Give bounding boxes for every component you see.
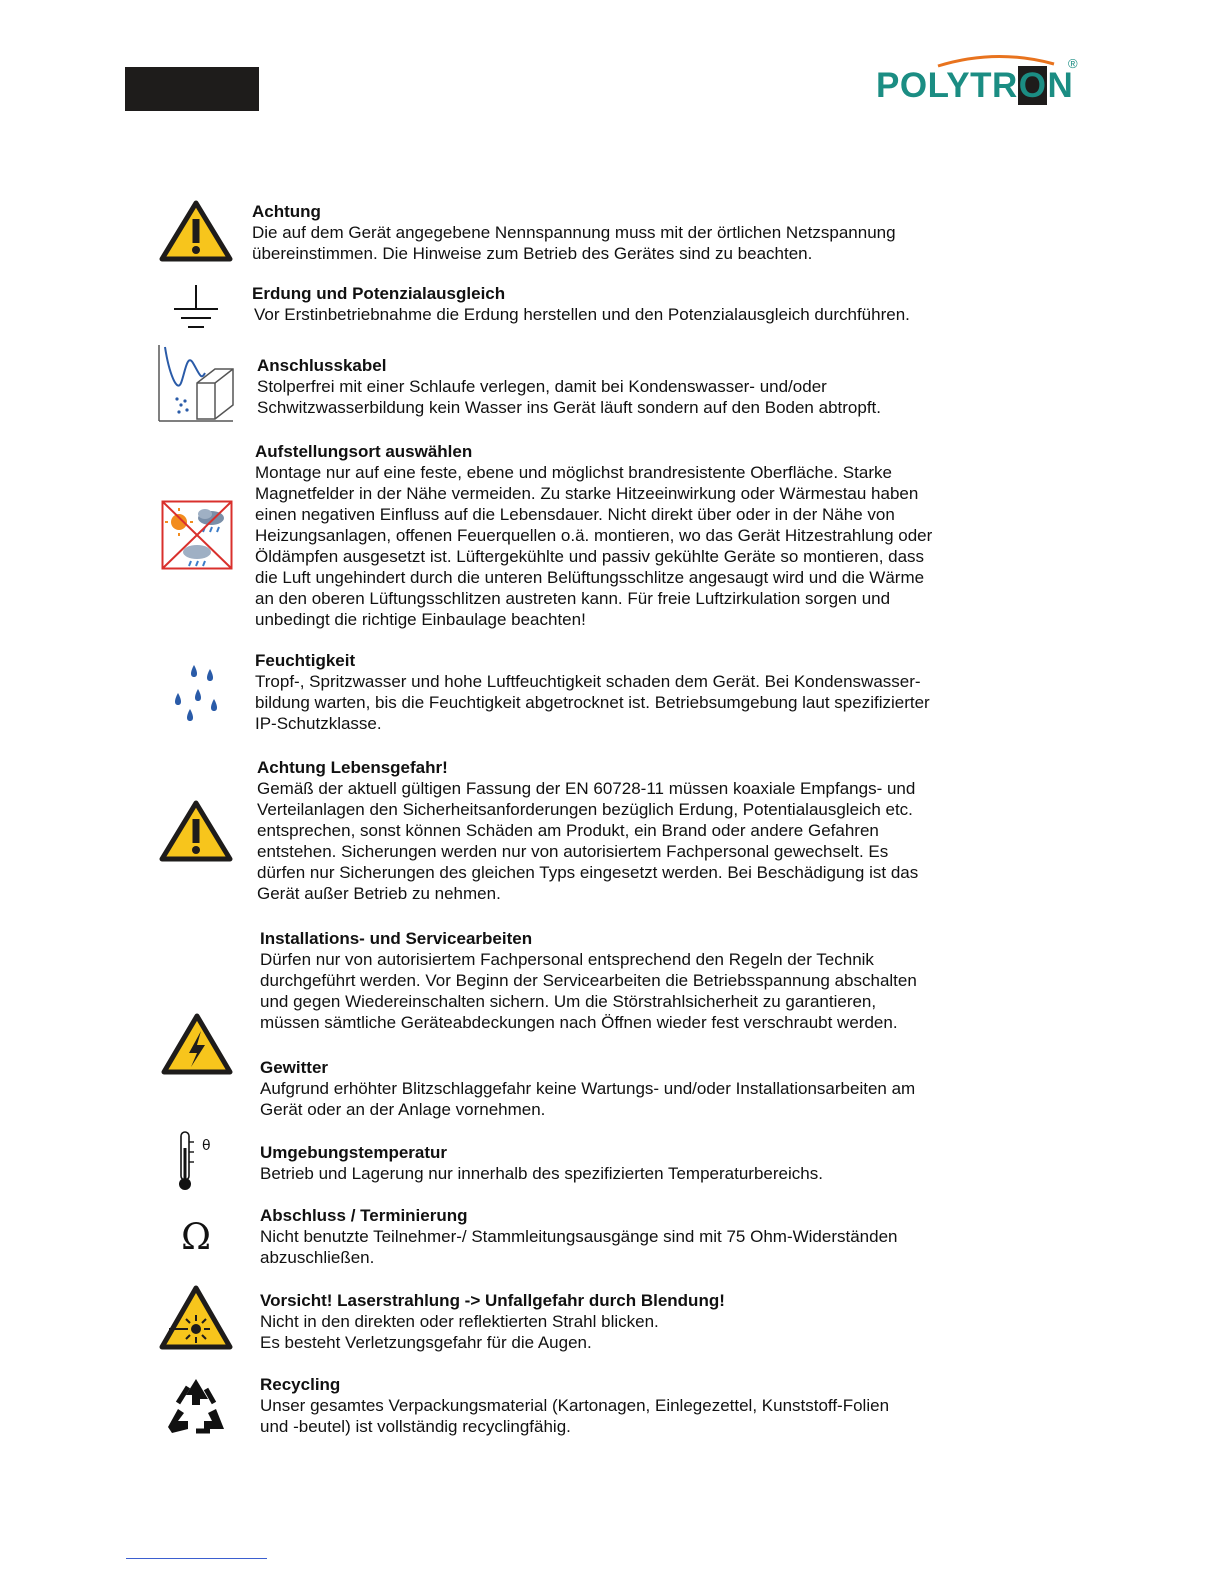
section-line: bildung warten, bis die Feuchtigkeit abgetrocknet ist. Betriebsumgebung laut spezifizierter	[255, 693, 930, 712]
cable-loop-icon	[157, 343, 235, 423]
warning-triangle-icon	[159, 200, 233, 262]
section-line: Unser gesamtes Verpackungsmaterial (Kartonagen, Einlegezettel, Kunststoff-Folien	[260, 1396, 890, 1415]
section-aufstellungsort	[255, 441, 932, 630]
section-line: Stolperfrei mit einer Schlaufe verlegen, damit bei Kondenswasser- und/oder	[257, 377, 827, 396]
footer-line	[126, 1558, 267, 1559]
section-line: Es besteht Verletzungsgefahr für die Augen.	[260, 1333, 592, 1352]
section-erdung	[252, 283, 910, 325]
section-heading: Vorsicht! Laserstrahlung -> Unfallgefahr durch Blendung!	[260, 1291, 725, 1310]
thermometer-label: θ	[202, 1138, 211, 1154]
section-line: übereinstimmen. Die Hinweise zum Betrieb des Gerätes sind zu beachten.	[252, 244, 813, 263]
section-line: Magnetfelder in der Nähe vermeiden. Zu starke Hitzeeinwirkung oder Wärmestau haben	[255, 484, 919, 503]
section-gewitter	[260, 1057, 915, 1120]
section-line: die Luft ungehindert durch die unteren Belüftungsschlitze angesaugt wird und die Wärme	[255, 568, 925, 587]
no-weather-icon	[161, 500, 233, 570]
omega-icon	[174, 1214, 218, 1258]
section-laser	[260, 1290, 725, 1353]
polytron-logo	[876, 52, 1088, 116]
section-installation	[260, 928, 917, 1033]
section-heading: Anschlusskabel	[257, 356, 387, 375]
section-heading: Gewitter	[260, 1058, 329, 1077]
section-line: Die auf dem Gerät angegebene Nennspannung muss mit der örtlichen Netzspannung	[252, 223, 896, 242]
section-line: Montage nur auf eine feste, ebene und möglichst brandresistente Oberfläche. Starke	[255, 463, 892, 482]
section-line: Gerät oder an der Anlage vornehmen.	[260, 1100, 546, 1119]
section-line: Heizungsanlagen, offenen Feuerquellen o.ä. montieren, wo das Gerät Hitzestrahlung oder	[255, 526, 933, 545]
ground-icon	[170, 283, 222, 331]
section-heading: Installations- und Servicearbeiten	[260, 929, 533, 948]
section-line: durchgeführt werden. Vor Beginn der Servicearbeiten die Betriebsspannung abschalten	[260, 971, 917, 990]
section-line: Nicht in den direkten oder reflektierten Strahl blicken.	[260, 1312, 659, 1331]
section-recycling	[260, 1374, 889, 1437]
section-line: Öldämpfen ausgesetzt ist. Lüftergekühlte und passiv gekühlte Geräte so montieren, dass	[255, 547, 925, 566]
section-line: entstehen. Sicherungen werden nur von autorisiertem Fachpersonal gewechselt. Es	[257, 842, 889, 861]
logo-registered-mark: ®	[1068, 56, 1078, 71]
section-line: Verteilanlagen den Sicherheitsanforderungen bezüglich Erdung, Potentialausgleich etc.	[257, 800, 913, 819]
section-achtung	[252, 201, 896, 264]
section-heading: Achtung	[252, 202, 321, 221]
section-line: Aufgrund erhöhter Blitzschlaggefahr keine Wartungs- und/oder Installationsarbeiten am	[260, 1079, 916, 1098]
section-lebensgefahr	[257, 757, 918, 904]
section-feuchtigkeit	[255, 650, 930, 734]
section-line: Gemäß der aktuell gültigen Fassung der EN 60728-11 müssen koaxiale Empfangs- und	[257, 779, 916, 798]
section-heading: Feuchtigkeit	[255, 651, 356, 670]
recycling-icon	[164, 1375, 228, 1439]
section-line: Dürfen nur von autorisiertem Fachpersonal entsprechend den Regeln der Technik	[260, 950, 874, 969]
section-line: abzuschließen.	[260, 1248, 375, 1267]
section-line: Tropf-, Spritzwasser und hohe Luftfeuchtigkeit schaden dem Gerät. Bei Kondenswasser-	[255, 672, 921, 691]
section-line: Gerät außer Betrieb zu nehmen.	[257, 884, 501, 903]
section-heading: Achtung Lebensgefahr!	[257, 758, 448, 777]
section-heading: Erdung und Potenzialausgleich	[252, 284, 506, 303]
water-drops-icon	[168, 663, 224, 723]
section-line: Vor Erstinbetriebnahme die Erdung herstellen und den Potenzialausgleich durchführen.	[254, 305, 910, 324]
section-heading: Recycling	[260, 1375, 341, 1394]
section-line: Betrieb und Lagerung nur innerhalb des spezifizierten Temperaturbereichs.	[260, 1164, 823, 1183]
section-line: IP-Schutzklasse.	[255, 714, 382, 733]
section-temperatur	[260, 1142, 823, 1184]
section-abschluss	[260, 1205, 898, 1268]
section-line: Nicht benutzte Teilnehmer-/ Stammleitungsausgänge sind mit 75 Ohm-Widerständen	[260, 1227, 898, 1246]
section-line: an den oberen Lüftungsschlitzen austreten kann. Für freie Luftzirkulation sorgen und	[255, 589, 891, 608]
warning-triangle-icon	[159, 800, 233, 862]
section-line: einen negativen Einfluss auf die Lebensdauer. Nicht direkt über oder in der Nähe von	[255, 505, 895, 524]
header-black-tab	[125, 67, 259, 111]
lightning-triangle-icon	[161, 1013, 233, 1075]
section-line: müssen sämtliche Geräteabdeckungen nach Öffnen wieder fest verschraubt werden.	[260, 1013, 898, 1032]
section-heading: Abschluss / Terminierung	[260, 1206, 468, 1225]
section-line: entsprechen, sonst können Schäden am Produkt, ein Brand oder andere Gefahren	[257, 821, 879, 840]
omega-symbol: Ω	[181, 1217, 211, 1258]
laser-triangle-icon	[159, 1285, 233, 1351]
section-line: und -beutel) ist vollständig recyclingfähig.	[260, 1417, 571, 1436]
section-anschlusskabel	[257, 355, 881, 418]
section-line: Schwitzwasserbildung kein Wasser ins Gerät läuft sondern auf den Boden abtropft.	[257, 398, 881, 417]
section-heading: Aufstellungsort auswählen	[255, 442, 473, 461]
section-line: und gegen Wiedereinschalten sichern. Um die Störstrahlsicherheit zu garantieren,	[260, 992, 877, 1011]
section-line: dürfen nur Sicherungen des gleichen Typs eingesetzt werden. Bei Beschädigung ist das	[257, 863, 919, 882]
logo-wordmark: POLYTRON	[876, 66, 1074, 105]
section-heading: Umgebungstemperatur	[260, 1143, 448, 1162]
thermometer-icon	[172, 1130, 218, 1194]
section-line: unbedingt die richtige Einbaulage beachten!	[255, 610, 586, 629]
